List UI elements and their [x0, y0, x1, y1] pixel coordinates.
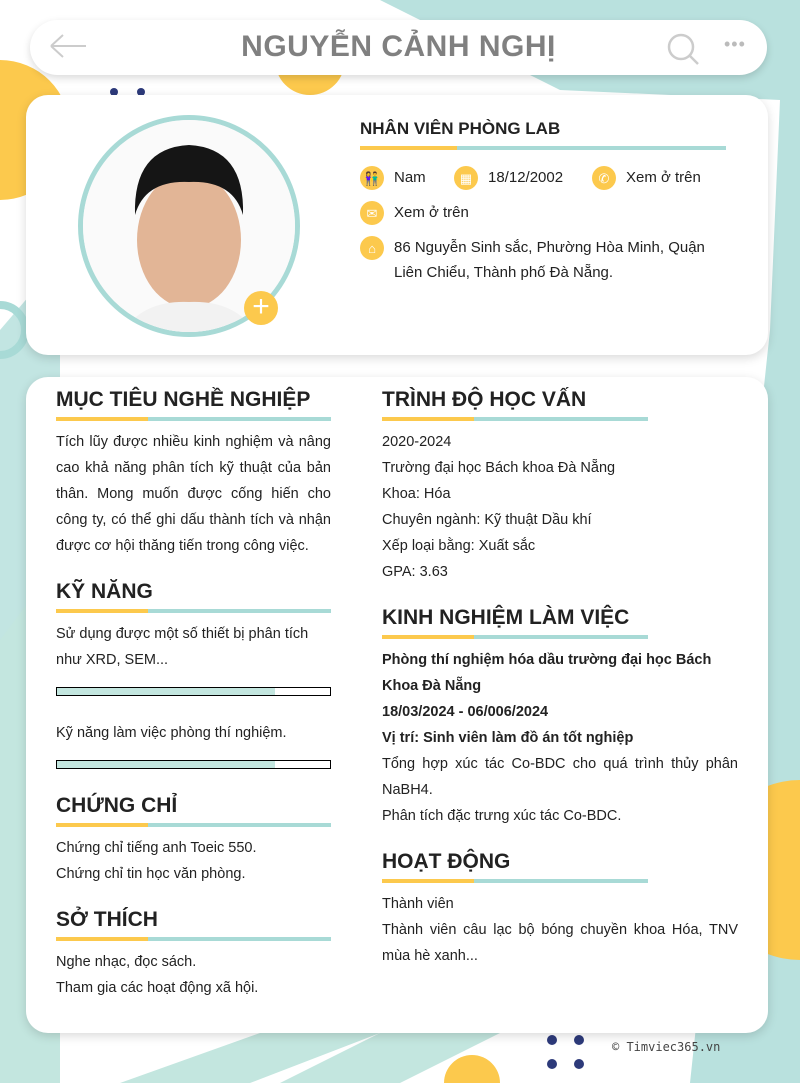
gender-value: Nam	[394, 169, 426, 186]
activities-section	[382, 849, 738, 969]
skill-level-fill	[57, 761, 275, 768]
phone-item	[592, 165, 701, 190]
job-title: NHÂN VIÊN PHÒNG LAB	[360, 119, 561, 138]
activity-line: Thành viên	[382, 896, 454, 912]
profile-card	[26, 95, 768, 355]
objective-text: Tích lũy được nhiều kinh nghiệm và nâng cao khả năng phân tích kỹ thuật của bản thân. Mong muốn được cống hiến cho công ty, có thể ghi dấu thành tích và nhận được cơ hội thăng tiến trong công việc.	[56, 434, 331, 554]
heading-underline	[56, 417, 331, 421]
heading-underline	[56, 609, 331, 613]
address-value: 86 Nguyễn Sinh sắc, Phường Hòa Minh, Quận Liên Chiểu, Thành phố Đà Nẵng.	[394, 239, 705, 281]
heading-underline	[382, 417, 648, 421]
company-name: Phòng thí nghiệm hóa dầu trường đại học Bách Khoa Đà Nẵng	[382, 652, 712, 694]
section-heading: KỸ NĂNG	[56, 580, 153, 603]
certificate-item: Chứng chỉ tin học văn phòng.	[56, 866, 246, 882]
more-icon[interactable]: •••	[724, 34, 746, 54]
section-heading: KINH NGHIỆM LÀM VIỆC	[382, 606, 630, 629]
search-icon[interactable]	[666, 32, 700, 66]
education-line: Xếp loại bằng: Xuất sắc	[382, 538, 536, 554]
education-line: GPA: 3.63	[382, 564, 448, 580]
section-heading: CHỨNG CHỈ	[56, 794, 178, 817]
address-item	[360, 235, 736, 285]
phone-value: Xem ở trên	[626, 169, 701, 186]
home-icon: ⌂	[360, 236, 384, 260]
experience-section	[382, 605, 738, 829]
work-role: Vị trí: Sinh viên làm đồ án tốt nghiệp	[382, 730, 634, 746]
section-heading: TRÌNH ĐỘ HỌC VẤN	[382, 388, 587, 411]
candidate-name: NGUYỄN CẢNH NGHỊ	[241, 30, 556, 63]
top-bar	[30, 20, 767, 75]
heading-underline	[382, 635, 648, 639]
copyright: © Timviec365.vn	[612, 1040, 721, 1054]
education-line: Khoa: Hóa	[382, 486, 451, 502]
title-underline	[360, 146, 726, 150]
certificates-section	[56, 793, 331, 887]
heading-underline	[56, 823, 331, 827]
work-detail: Tổng hợp xúc tác Co-BDC cho quá trình thủy phân NaBH4.	[382, 756, 738, 798]
education-line: Trường đại học Bách khoa Đà Nẵng	[382, 460, 616, 476]
hobby-item: Tham gia các hoạt động xã hội.	[56, 980, 259, 996]
skill-level-bar	[56, 760, 331, 769]
objective-section	[56, 387, 331, 559]
gender-item	[360, 165, 426, 190]
section-heading: HOẠT ĐỘNG	[382, 850, 511, 873]
birthdate-item	[454, 165, 563, 190]
phone-icon: ✆	[592, 166, 616, 190]
certificate-item: Chứng chỉ tiếng anh Toeic 550.	[56, 840, 257, 856]
skill-label: Sử dụng được một số thiết bị phân tích như XRD, SEM...	[56, 626, 309, 668]
email-item	[360, 200, 469, 225]
skills-section	[56, 579, 331, 769]
education-line: Chuyên ngành: Kỹ thuật Dầu khí	[382, 512, 592, 528]
skill-label: Kỹ năng làm việc phòng thí nghiệm.	[56, 725, 287, 741]
activity-line: Thành viên câu lạc bộ bóng chuyền khoa Hóa, TNV mùa hè xanh...	[382, 922, 738, 964]
add-photo-button[interactable]: +	[244, 291, 278, 325]
details-card	[26, 377, 768, 1033]
education-line: 2020-2024	[382, 434, 452, 450]
birthdate-value: 18/12/2002	[488, 169, 564, 186]
skill-level-bar	[56, 687, 331, 696]
work-detail: Phân tích đặc trưng xúc tác Co-BDC.	[382, 808, 622, 824]
email-icon: ✉	[360, 201, 384, 225]
hobbies-section	[56, 907, 331, 1001]
gender-icon: 👫	[360, 166, 384, 190]
email-value: Xem ở trên	[394, 204, 469, 221]
section-heading: MỤC TIÊU NGHỀ NGHIỆP	[56, 388, 311, 411]
work-period: 18/03/2024 - 06/006/2024	[382, 704, 549, 720]
hobby-item: Nghe nhạc, đọc sách.	[56, 954, 197, 970]
skill-level-fill	[57, 688, 275, 695]
calendar-icon: ▦	[454, 166, 478, 190]
heading-underline	[382, 879, 648, 883]
education-section	[382, 387, 738, 585]
heading-underline	[56, 937, 331, 941]
section-heading: SỞ THÍCH	[56, 908, 158, 931]
